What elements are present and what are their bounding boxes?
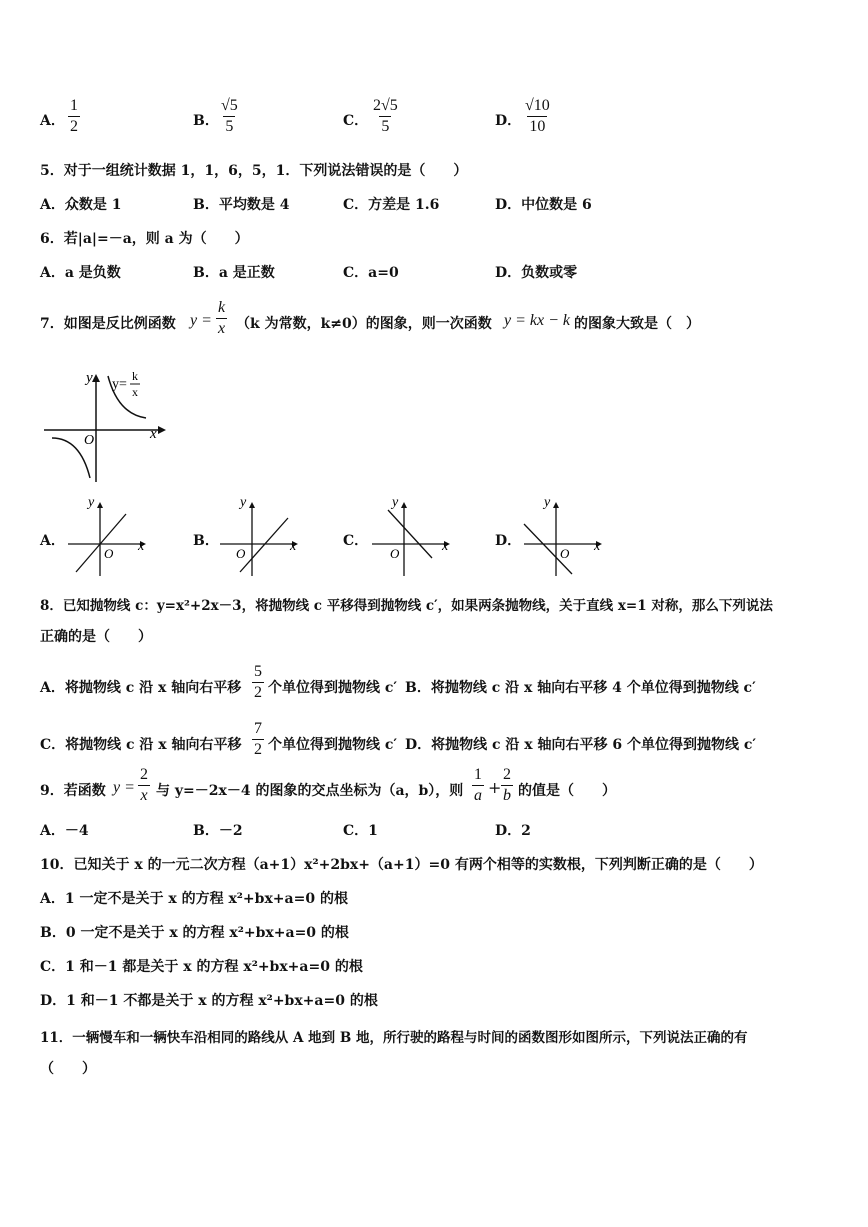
y-axis-arrow-icon [92,374,100,382]
q4-option-c-fraction: $\frac{2√5}{5}$ [373,97,398,135]
q5-stem: 5．对于一组统计数据 1，1，6，5，1．下列说法错误的是（ ） [40,163,468,179]
option-b-line [240,518,288,572]
q7-linear-function: y = kx − k [504,312,570,329]
q7-fraction-k-over-x: $\frac{k}{x}$ [218,299,226,337]
q8-option-a-fraction: $\frac{5}{2}$ [254,663,262,701]
q8-option-c-pre: C．将抛物线 c 沿 x 轴向右平移 [40,737,242,753]
q5-option-b: B．平均数是 4 [193,197,290,213]
axis-y-label: y [240,495,247,510]
q8-option-c-fraction: $\frac{7}{2}$ [254,720,262,758]
q5-option-c: C．方差是 1.6 [343,197,440,213]
q9-option-b: B．－2 [193,823,243,839]
q7-graph-function-prefix: y= [112,377,127,392]
q5-option-a: A．众数是 1 [40,197,122,213]
q4-option-a-label: A． [40,113,65,129]
q4-option-a-fraction: $\frac{1}{2}$ [70,97,78,135]
q7-graph-y-label: y [86,370,93,386]
q7-option-c-label: C． [343,533,369,549]
q8-option-a-post: 个单位得到抛物线 c′ [268,680,398,696]
q7-stem-part1: 7．如图是反比例函数 [40,316,176,332]
origin-label: O [104,546,114,561]
q8-option-c-post: 个单位得到抛物线 c′ [268,737,398,753]
q4-option-b-label: B． [193,113,219,129]
q8-option-d: D．将抛物线 c 沿 x 轴向右平移 6 个单位得到抛物线 c′ [405,737,757,753]
q11-stem-line2: （ ） [40,1061,96,1077]
q6-option-a: A．a 是负数 [40,265,121,281]
q5-option-d: D．中位数是 6 [495,197,592,213]
q4-option-d-label: D． [495,113,522,129]
q9-fraction-1-over-a: $\frac{1}{a}$ [474,766,482,804]
axis-x-label: x [442,539,449,554]
q9-stem-pre: 9．若函数 [40,783,106,799]
q9-option-d: D．2 [495,823,531,839]
q9-option-a: A．－4 [40,823,89,839]
q9-stem-post: 的值是（ ） [518,783,616,799]
q8-option-b: B．将抛物线 c 沿 x 轴向右平移 4 个单位得到抛物线 c′ [405,680,756,696]
q8-stem-line1: 8．已知抛物线 c：y=x²+2x－3，将抛物线 c 平移得到抛物线 c′，如果两条抛物线，关于直线 x=1 对称，那么下列说法 [40,598,773,614]
y-axis-arrow-icon [401,502,407,508]
y-axis-arrow-icon [97,502,103,508]
q7-option-a-graph [62,492,154,580]
origin-label: O [236,546,246,561]
q10-option-c: C．1 和－1 都是关于 x 的方程 x²+bx+a=0 的根 [40,959,363,975]
q7-option-b-label: B． [193,533,219,549]
axis-y-label: y [544,495,551,510]
q6-option-c: C．a=0 [343,265,399,281]
y-axis-arrow-icon [249,502,255,508]
q6-option-d: D．负数或零 [495,265,578,281]
q7-option-d-graph [518,492,610,580]
q7-y-equals: y = [190,312,212,329]
x-axis-arrow-icon [158,426,166,434]
q6-stem: 6．若|a|=－a，则 a 为（ ） [40,231,249,247]
q7-hyperbola-graph [40,366,170,486]
q7-option-b-graph [214,492,306,580]
q10-option-a: A．1 一定不是关于 x 的方程 x²+bx+a=0 的根 [40,891,348,907]
q7-stem-part2: （k 为常数，k≠0）的图象，则一次函数 [236,316,492,332]
q7-graph-x-label: x [150,426,157,442]
q7-graph-function-denominator: x [132,385,138,399]
q8-stem-line2: 正确的是（ ） [40,629,152,645]
q9-option-c: C．1 [343,823,378,839]
q11-stem-line1: 11．一辆慢车和一辆快车沿相同的路线从 A 地到 B 地，所行驶的路程与时间的函数图形如图所示，下列说法正确的有 [40,1030,748,1046]
axis-y-label: y [88,495,95,510]
axis-x-label: x [290,539,297,554]
q4-option-d-fraction: $\frac{√10}{10}$ [525,97,550,135]
axis-x-label: x [594,539,601,554]
origin-label: O [560,546,570,561]
q7-option-d-label: D． [495,533,522,549]
q7-option-c-graph [366,492,458,580]
q10-option-b: B．0 一定不是关于 x 的方程 x²+bx+a=0 的根 [40,925,349,941]
q7-graph-function-numerator: k [132,369,138,383]
q7-graph-origin-label: O [84,433,95,448]
axis-y-label: y [392,495,399,510]
q10-stem: 10．已知关于 x 的一元二次方程（a+1）x²+2bx+（a+1）=0 有两个相等的实数根，下列判断正确的是（ ） [40,857,763,873]
y-axis-arrow-icon [553,502,559,508]
q9-stem-mid: 与 y=－2x－4 的图象的交点坐标为（a，b），则 [156,783,464,799]
q7-stem-part3: 的图象大致是（ ） [574,316,700,332]
q9-fraction-2-over-b: $\frac{2}{b}$ [503,766,511,804]
q9-fraction-2-over-x: $\frac{2}{x}$ [140,766,148,804]
q4-option-b-fraction: $\frac{√5}{5}$ [221,97,238,135]
axis-x-label: x [138,539,145,554]
q4-option-c-label: C． [343,113,369,129]
q9-y-equals: y = [113,779,135,796]
option-a-line [76,514,126,572]
q6-option-b: B．a 是正数 [193,265,275,281]
q8-option-a-pre: A．将抛物线 c 沿 x 轴向右平移 [40,680,242,696]
q10-option-d: D．1 和－1 不都是关于 x 的方程 x²+bx+a=0 的根 [40,993,378,1009]
q7-option-a-label: A． [40,533,65,549]
origin-label: O [390,546,400,561]
q9-plus: + [488,778,502,797]
